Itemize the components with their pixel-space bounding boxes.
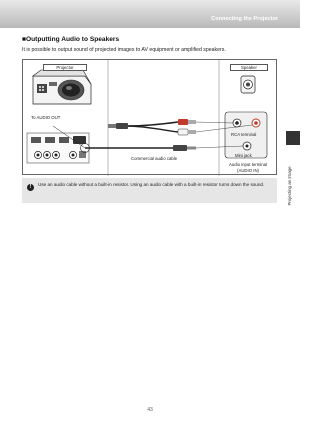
header-title: Connecting the Projector xyxy=(211,16,278,22)
speaker-tag: Speaker xyxy=(230,64,268,71)
audio-cable xyxy=(85,119,196,151)
audio-out-label: To AUDIO OUT xyxy=(31,115,61,120)
projector-tag: Projector xyxy=(43,64,87,71)
rca-terminal-label: RCA terminal xyxy=(231,132,257,137)
page-number: 43 xyxy=(147,407,153,413)
caution-note xyxy=(22,178,277,203)
audio-input-label-line2: (AUDIO IN) xyxy=(237,168,259,173)
projector-illustration xyxy=(33,70,91,104)
side-tab-marker xyxy=(286,131,300,145)
speaker-illustration xyxy=(241,76,255,93)
cable-label: Commercial audio cable xyxy=(131,156,178,161)
section-title: ■Outputting Audio to Speakers xyxy=(22,36,120,43)
audio-input-label-line1: Audio input terminal xyxy=(229,162,267,167)
connection-diagram xyxy=(22,59,277,175)
side-tab-label-text: Projecting an Image xyxy=(287,166,292,206)
section-body: It is possible to output sound of projected images to AV equipment or amplified speakers. xyxy=(22,47,226,53)
caution-icon: ! xyxy=(27,184,34,191)
side-tab-label xyxy=(287,150,295,222)
terminal-panel xyxy=(27,133,89,163)
mini-jack-label: Mini jack xyxy=(235,153,252,158)
header-band xyxy=(0,0,300,28)
caution-note-text: Use an audio cable without a built-in resistor. Using an audio cable with a built-in resistor turns down the sound. xyxy=(38,182,265,187)
